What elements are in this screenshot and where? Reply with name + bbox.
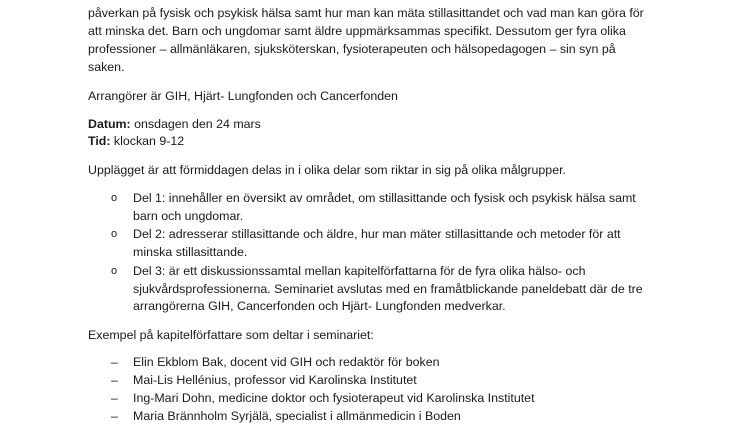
author-item: Ing-Mari Dohn, medicine doktor och fysioterapeut vid Karolinska Institutet	[133, 391, 535, 405]
organizers-text: Arrangörer är GIH, Hjärt- Lungfonden och Cancerfonden	[88, 89, 398, 103]
date-line	[88, 117, 261, 132]
dash-marker: –	[111, 391, 118, 405]
schedule-intro: Upplägget är att förmiddagen delas in i olika delar som riktar in sig på olika målgrupper.	[88, 163, 566, 177]
bullet-marker: o	[111, 265, 118, 277]
part-1-line: Del 1: innehåller en översikt av området, om stillasittande och fysisk och psykisk hälsa samt	[133, 191, 636, 205]
part-3-line: arrangörerna GIH, Cancerfonden och Hjärt- Lungfonden medverkar.	[133, 299, 506, 313]
author-item: Elin Ekblom Bak, docent vid GIH och redaktör för boken	[133, 355, 440, 369]
part-2-line: Del 2: adresserar stillasittande och äldre, hur man mäter stillasittande och metoder för att	[133, 227, 621, 241]
part-2-line: minska stillasittande.	[133, 245, 248, 259]
intro-line: saken.	[88, 60, 125, 74]
part-3-line: Del 3: är ett diskussionssamtal mellan kapitelförfattarna för de fyra olika hälso- och	[133, 264, 586, 278]
author-item: Maria Brännholm Syrjälä, specialist i allmänmedicin i Boden	[133, 409, 461, 423]
dash-marker: –	[111, 355, 118, 369]
time-value: klockan 9-12	[110, 134, 185, 148]
date-value: onsdagen den 24 mars	[130, 117, 261, 131]
bullet-marker: o	[111, 228, 118, 240]
intro-line: att minska det. Barn och ungdomar samt äldre uppmärksammas specifikt. Dessutom ger fyra olika	[88, 24, 626, 38]
part-3-line: sjukvårdsprofessionerna. Seminariet avslutas med en framåtblickande paneldebatt där de tre	[133, 282, 643, 296]
intro-line: professioner – allmänläkaren, sjuksköterskan, fysioterapeuten och hälsopedagogen – sin syn på	[88, 42, 616, 56]
authors-intro: Exempel på kapitelförfattare som deltar i seminariet:	[88, 328, 374, 342]
author-item: Mai-Lis Hellénius, professor vid Karolinska Institutet	[133, 373, 417, 387]
part-1-line: barn och ungdomar.	[133, 209, 244, 223]
date-label: Datum:	[88, 117, 131, 131]
dash-marker: –	[111, 409, 118, 423]
time-label: Tid:	[88, 134, 111, 148]
dash-marker: –	[111, 373, 118, 387]
bullet-marker: o	[111, 192, 118, 204]
intro-line: påverkan på fysisk och psykisk hälsa samt hur man kan mäta stillasittandet och vad man kan göra för	[88, 6, 644, 20]
time-line	[88, 134, 184, 149]
